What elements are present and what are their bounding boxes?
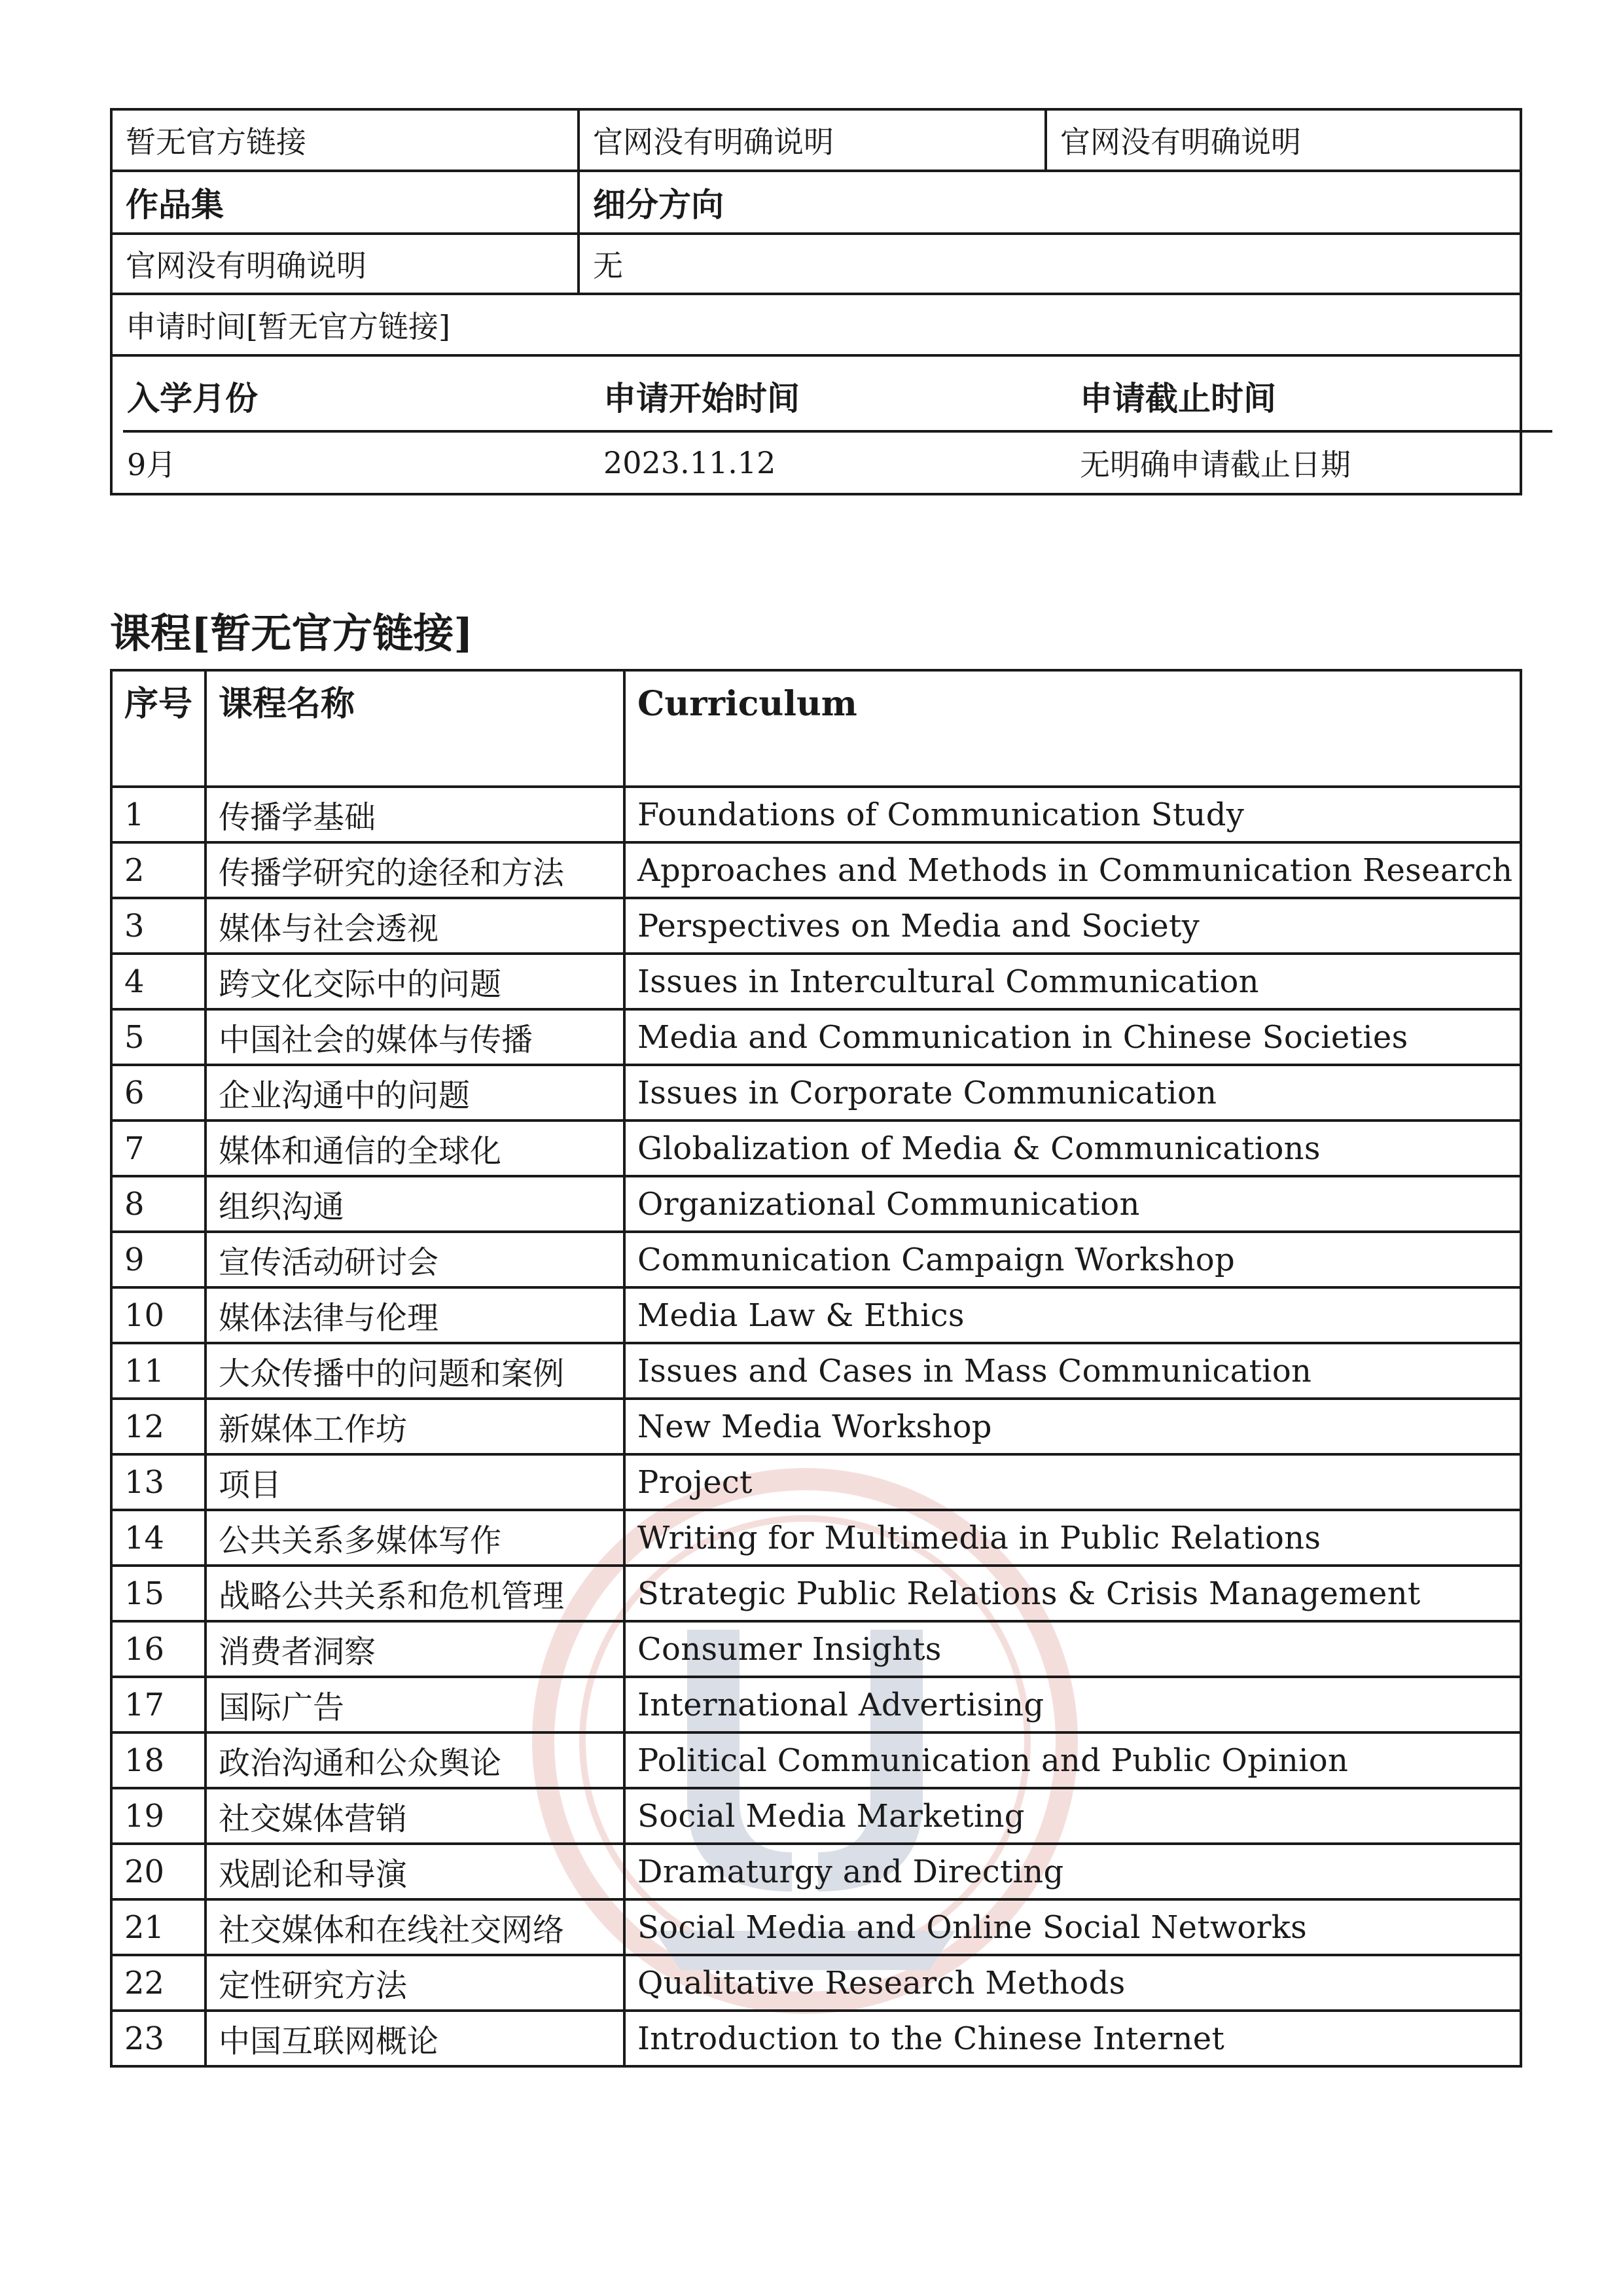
course-name-en: Media and Communication in Chinese Societies [624, 1009, 1521, 1065]
course-name-cn: 大众传播中的问题和案例 [205, 1343, 624, 1399]
table-row [111, 1677, 1521, 1732]
course-name-cn: 媒体与社会透视 [205, 898, 624, 954]
table-row [111, 954, 1521, 1009]
curriculum-header: Curriculum [624, 670, 1521, 787]
course-name-en: Globalization of Media & Communications [624, 1121, 1521, 1176]
course-name-cn: 媒体法律与伦理 [205, 1287, 624, 1343]
course-number: 16 [111, 1621, 205, 1677]
curriculum-table [110, 669, 1522, 2068]
table-row [111, 1454, 1521, 1510]
course-name-en: International Advertising [624, 1677, 1521, 1732]
dates-block [113, 357, 1563, 493]
table-row [111, 787, 1521, 842]
info-row-application-time [113, 295, 1520, 357]
deadline-value: 无明确申请截止日期 [1080, 447, 1351, 482]
course-number: 1 [111, 787, 205, 842]
course-name-cn: 消费者洞察 [205, 1621, 624, 1677]
course-name-cn: 政治沟通和公众舆论 [205, 1732, 624, 1788]
info-cell: 官网没有明确说明 [1060, 124, 1301, 160]
table-row [111, 842, 1521, 898]
course-number: 4 [111, 954, 205, 1009]
deadline-header: 申请截止时间 [1080, 379, 1276, 418]
course-name-en: Social Media and Online Social Networks [624, 1899, 1521, 1955]
course-name-cn: 社交媒体和在线社交网络 [205, 1899, 624, 1955]
course-number: 12 [111, 1399, 205, 1454]
table-row [111, 898, 1521, 954]
table-row [111, 1566, 1521, 1621]
course-number: 20 [111, 1844, 205, 1899]
course-name-cn: 社交媒体营销 [205, 1788, 624, 1844]
course-name-cn: 媒体和通信的全球化 [205, 1121, 624, 1176]
info-row-dates [113, 357, 1520, 493]
course-name-en: Media Law & Ethics [624, 1287, 1521, 1343]
course-name-en: Issues in Intercultural Communication [624, 954, 1521, 1009]
course-name-cn: 传播学基础 [205, 787, 624, 842]
table-row [111, 1232, 1521, 1287]
course-name-cn: 传播学研究的途径和方法 [205, 842, 624, 898]
info-cell: 官网没有明确说明 [580, 111, 1047, 170]
curriculum-section-title: 课程[暂无官方链接] [110, 609, 473, 657]
course-name-cn: 战略公共关系和危机管理 [205, 1566, 624, 1621]
table-row [111, 1009, 1521, 1065]
intake-month-value: 9月 [127, 447, 177, 482]
table-row [111, 2011, 1521, 2066]
application-time-label: 申请时间[暂无官方链接] [126, 309, 450, 344]
course-number: 9 [111, 1232, 205, 1287]
table-row [111, 1121, 1521, 1176]
course-name-cn: 国际广告 [205, 1677, 624, 1732]
dates-header [123, 362, 1552, 433]
course-name-en: Writing for Multimedia in Public Relations [624, 1510, 1521, 1566]
course-name-en: Consumer Insights [624, 1621, 1521, 1677]
table-row [111, 1399, 1521, 1454]
portfolio-value: 官网没有明确说明 [113, 235, 580, 293]
course-name-cn: 跨文化交际中的问题 [205, 954, 624, 1009]
course-name-en: Perspectives on Media and Society [624, 898, 1521, 954]
course-number: 15 [111, 1566, 205, 1621]
course-name-en: Strategic Public Relations & Crisis Management [624, 1566, 1521, 1621]
specialization-label: 细分方向 [593, 185, 724, 224]
course-number: 17 [111, 1677, 205, 1732]
course-name-en: Communication Campaign Workshop [624, 1232, 1521, 1287]
course-name-en: New Media Workshop [624, 1399, 1521, 1454]
course-name-en: Introduction to the Chinese Internet [624, 2011, 1521, 2066]
course-name-cn: 新媒体工作坊 [205, 1399, 624, 1454]
course-name-cn: 组织沟通 [205, 1176, 624, 1232]
table-row [111, 1065, 1521, 1121]
portfolio-label: 作品集 [113, 172, 580, 232]
course-name-en: Issues and Cases in Mass Communication [624, 1343, 1521, 1399]
table-row [111, 1899, 1521, 1955]
table-row [111, 1287, 1521, 1343]
course-number: 2 [111, 842, 205, 898]
course-number: 7 [111, 1121, 205, 1176]
info-row-headers [113, 172, 1520, 235]
info-row-links [113, 111, 1520, 172]
course-number: 11 [111, 1343, 205, 1399]
course-number: 19 [111, 1788, 205, 1844]
course-name-en: Approaches and Methods in Communication Research [624, 842, 1521, 898]
specialization-value: 无 [593, 248, 623, 283]
course-name-en: Dramaturgy and Directing [624, 1844, 1521, 1899]
course-number: 21 [111, 1899, 205, 1955]
start-date-value: 2023.11.12 [603, 445, 776, 480]
course-number: 13 [111, 1454, 205, 1510]
start-date-header: 申请开始时间 [603, 379, 800, 418]
course-name-cn: 项目 [205, 1454, 624, 1510]
course-name-en: Issues in Corporate Communication [624, 1065, 1521, 1121]
course-name-header: 课程名称 [205, 670, 624, 787]
course-number: 14 [111, 1510, 205, 1566]
seq-header: 序号 [111, 670, 205, 787]
dates-values [123, 433, 1552, 493]
table-row [111, 1510, 1521, 1566]
course-name-cn: 中国社会的媒体与传播 [205, 1009, 624, 1065]
course-name-cn: 戏剧论和导演 [205, 1844, 624, 1899]
course-number: 23 [111, 2011, 205, 2066]
course-name-cn: 公共关系多媒体写作 [205, 1510, 624, 1566]
application-info-table [110, 108, 1522, 495]
course-number: 5 [111, 1009, 205, 1065]
table-row [111, 1955, 1521, 2011]
course-name-en: Project [624, 1454, 1521, 1510]
table-row [111, 1621, 1521, 1677]
info-row-values [113, 235, 1520, 295]
table-row [111, 1844, 1521, 1899]
course-name-cn: 中国互联网概论 [205, 2011, 624, 2066]
table-row [111, 1732, 1521, 1788]
course-number: 6 [111, 1065, 205, 1121]
curriculum-body [111, 787, 1521, 2066]
intake-month-header: 入学月份 [127, 379, 258, 418]
course-name-cn: 企业沟通中的问题 [205, 1065, 624, 1121]
course-name-en: Foundations of Communication Study [624, 787, 1521, 842]
course-name-cn: 宣传活动研讨会 [205, 1232, 624, 1287]
info-cell: 暂无官方链接 [113, 111, 580, 170]
table-row [111, 1788, 1521, 1844]
course-number: 10 [111, 1287, 205, 1343]
course-number: 3 [111, 898, 205, 954]
course-name-cn: 定性研究方法 [205, 1955, 624, 2011]
course-name-en: Qualitative Research Methods [624, 1955, 1521, 2011]
course-number: 8 [111, 1176, 205, 1232]
course-number: 22 [111, 1955, 205, 2011]
table-row [111, 1343, 1521, 1399]
course-name-en: Political Communication and Public Opinion [624, 1732, 1521, 1788]
course-number: 18 [111, 1732, 205, 1788]
curriculum-header-row [111, 670, 1521, 787]
course-name-en: Organizational Communication [624, 1176, 1521, 1232]
course-name-en: Social Media Marketing [624, 1788, 1521, 1844]
table-row [111, 1176, 1521, 1232]
